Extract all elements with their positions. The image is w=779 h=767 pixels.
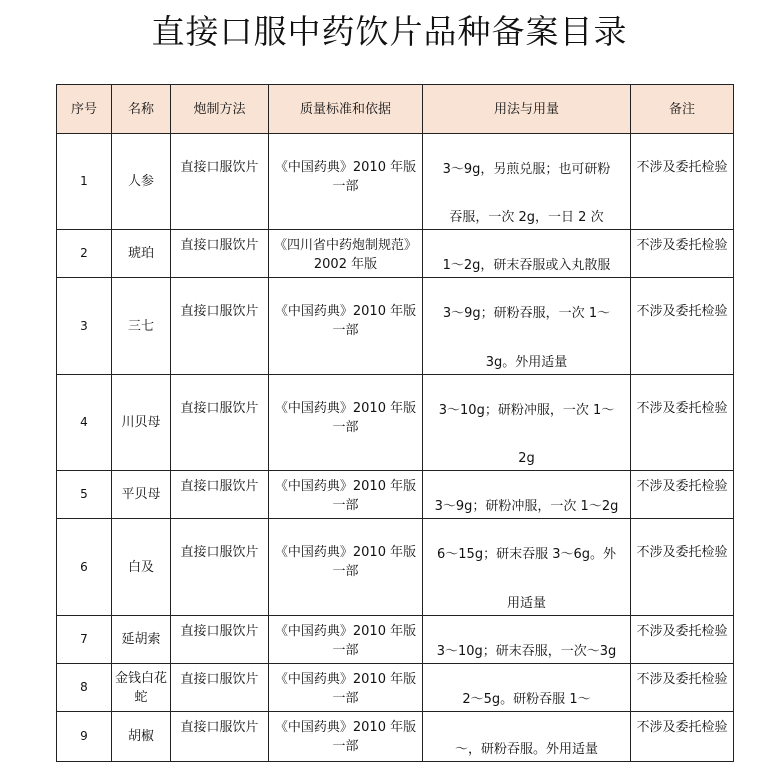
processing-method-text: 直接口服饮片 bbox=[180, 545, 259, 560]
row-index: 6 bbox=[57, 519, 112, 616]
processing-method-text: 直接口服饮片 bbox=[180, 624, 259, 639]
usage-dosage bbox=[423, 712, 631, 762]
table-row bbox=[57, 375, 734, 471]
processing-method-text: 直接口服饮片 bbox=[180, 479, 259, 494]
row-index: 4 bbox=[57, 375, 112, 471]
processing-method bbox=[171, 616, 269, 664]
quality-standard-text: 《中国药典》2010 年版一部 bbox=[274, 720, 417, 754]
quality-standard-text: 《中国药典》2010 年版一部 bbox=[274, 545, 417, 579]
table-row bbox=[57, 712, 734, 762]
table-row bbox=[57, 278, 734, 375]
quality-standard bbox=[269, 519, 423, 616]
remark bbox=[631, 375, 734, 471]
remark bbox=[631, 278, 734, 375]
processing-method bbox=[171, 134, 269, 230]
registry-table bbox=[56, 84, 734, 762]
herb-name: 三七 bbox=[112, 278, 171, 375]
row-index: 5 bbox=[57, 471, 112, 519]
usage-line-1: 6～15g；研末吞服 3～6g。外 bbox=[437, 547, 616, 562]
remark-text: 不涉及委托检验 bbox=[636, 304, 728, 319]
processing-method bbox=[171, 230, 269, 278]
usage-line-2: 用适量 bbox=[506, 596, 546, 611]
remark-text: 不涉及委托检验 bbox=[636, 624, 728, 639]
remark-text: 不涉及委托检验 bbox=[636, 720, 728, 735]
quality-standard-text: 《中国药典》2010 年版一部 bbox=[274, 401, 417, 435]
row-index: 3 bbox=[57, 278, 112, 375]
usage-dosage bbox=[423, 278, 631, 375]
quality-standard-text: 《四川省中药炮制规范》2002 年版 bbox=[273, 238, 417, 272]
quality-standard bbox=[269, 712, 423, 762]
usage-dosage bbox=[423, 230, 631, 278]
remark bbox=[631, 664, 734, 712]
remark-text: 不涉及委托检验 bbox=[636, 672, 728, 687]
remark bbox=[631, 519, 734, 616]
processing-method bbox=[171, 712, 269, 762]
processing-method bbox=[171, 519, 269, 616]
remark bbox=[631, 712, 734, 762]
quality-standard-text: 《中国药典》2010 年版一部 bbox=[274, 304, 417, 338]
herb-name: 川贝母 bbox=[112, 375, 171, 471]
row-index: 1 bbox=[57, 134, 112, 230]
column-header-note: 备注 bbox=[631, 85, 734, 134]
herb-name: 琥珀 bbox=[112, 230, 171, 278]
usage-line-2: 吞服，一次 2g，一日 2 次 bbox=[449, 210, 604, 225]
row-index: 2 bbox=[57, 230, 112, 278]
usage-dosage bbox=[423, 616, 631, 664]
usage-dosage bbox=[423, 664, 631, 712]
usage-dosage bbox=[423, 134, 631, 230]
quality-standard-text: 《中国药典》2010 年版一部 bbox=[274, 624, 417, 658]
remark bbox=[631, 471, 734, 519]
usage-dosage bbox=[423, 375, 631, 471]
table-header-row bbox=[57, 85, 734, 134]
quality-standard bbox=[269, 471, 423, 519]
column-header-usage: 用法与用量 bbox=[423, 85, 631, 134]
usage-dosage bbox=[423, 519, 631, 616]
row-index: 7 bbox=[57, 616, 112, 664]
processing-method bbox=[171, 278, 269, 375]
column-header-standard: 质量标准和依据 bbox=[269, 85, 423, 134]
herb-name: 胡椒 bbox=[112, 712, 171, 762]
processing-method-text: 直接口服饮片 bbox=[180, 160, 259, 175]
herb-name: 白及 bbox=[112, 519, 171, 616]
quality-standard bbox=[269, 375, 423, 471]
usage-line-2: 1～2g，研末吞服或入丸散服 bbox=[442, 258, 611, 273]
table-row bbox=[57, 471, 734, 519]
remark-text: 不涉及委托检验 bbox=[636, 479, 728, 494]
table-row bbox=[57, 664, 734, 712]
processing-method-text: 直接口服饮片 bbox=[180, 304, 259, 319]
processing-method-text: 直接口服饮片 bbox=[180, 720, 259, 735]
table-row bbox=[57, 230, 734, 278]
row-index: 8 bbox=[57, 664, 112, 712]
usage-line-2: 3g。外用适量 bbox=[485, 355, 568, 370]
herb-name-text: 金钱白花蛇 bbox=[115, 670, 168, 705]
usage-dosage bbox=[423, 471, 631, 519]
remark bbox=[631, 616, 734, 664]
remark-text: 不涉及委托检验 bbox=[636, 160, 728, 175]
remark-text: 不涉及委托检验 bbox=[636, 545, 728, 560]
quality-standard bbox=[269, 134, 423, 230]
remark-text: 不涉及委托检验 bbox=[636, 401, 728, 416]
usage-line-1: 3～9g，另煎兑服；也可研粉 bbox=[442, 162, 611, 177]
processing-method-text: 直接口服饮片 bbox=[180, 672, 259, 687]
processing-method bbox=[171, 375, 269, 471]
usage-line-1: 3～10g；研粉冲服，一次 1～ bbox=[438, 403, 615, 418]
herb-name bbox=[112, 664, 171, 712]
processing-method-text: 直接口服饮片 bbox=[180, 401, 259, 416]
remark bbox=[631, 230, 734, 278]
processing-method bbox=[171, 471, 269, 519]
herb-name: 平贝母 bbox=[112, 471, 171, 519]
usage-line-2: ～，研粉吞服。外用适量 bbox=[454, 742, 598, 757]
table-row bbox=[57, 616, 734, 664]
herb-name: 延胡索 bbox=[112, 616, 171, 664]
usage-line-2: 3～10g；研末吞服，一次～3g bbox=[436, 644, 617, 659]
usage-line-2: 3～9g；研粉冲服，一次 1～2g bbox=[434, 499, 619, 514]
quality-standard bbox=[269, 664, 423, 712]
row-index: 9 bbox=[57, 712, 112, 762]
quality-standard-text: 《中国药典》2010 年版一部 bbox=[274, 160, 417, 194]
herb-name: 人参 bbox=[112, 134, 171, 230]
quality-standard bbox=[269, 616, 423, 664]
remark-text: 不涉及委托检验 bbox=[636, 238, 728, 253]
usage-line-2: 2～5g。研粉吞服 1～ bbox=[462, 692, 591, 707]
column-header-name: 名称 bbox=[112, 85, 171, 134]
quality-standard bbox=[269, 230, 423, 278]
quality-standard-text: 《中国药典》2010 年版一部 bbox=[274, 479, 417, 513]
table-row bbox=[57, 519, 734, 616]
quality-standard-text: 《中国药典》2010 年版一部 bbox=[274, 672, 417, 706]
processing-method bbox=[171, 664, 269, 712]
quality-standard bbox=[269, 278, 423, 375]
column-header-method: 炮制方法 bbox=[171, 85, 269, 134]
remark bbox=[631, 134, 734, 230]
column-header-index: 序号 bbox=[57, 85, 112, 134]
processing-method-text: 直接口服饮片 bbox=[180, 238, 259, 253]
table-row bbox=[57, 134, 734, 230]
page-title: 直接口服中药饮片品种备案目录 bbox=[151, 12, 628, 51]
usage-line-1: 3～9g；研粉吞服，一次 1～ bbox=[442, 306, 611, 321]
usage-line-2: 2g bbox=[518, 451, 535, 466]
